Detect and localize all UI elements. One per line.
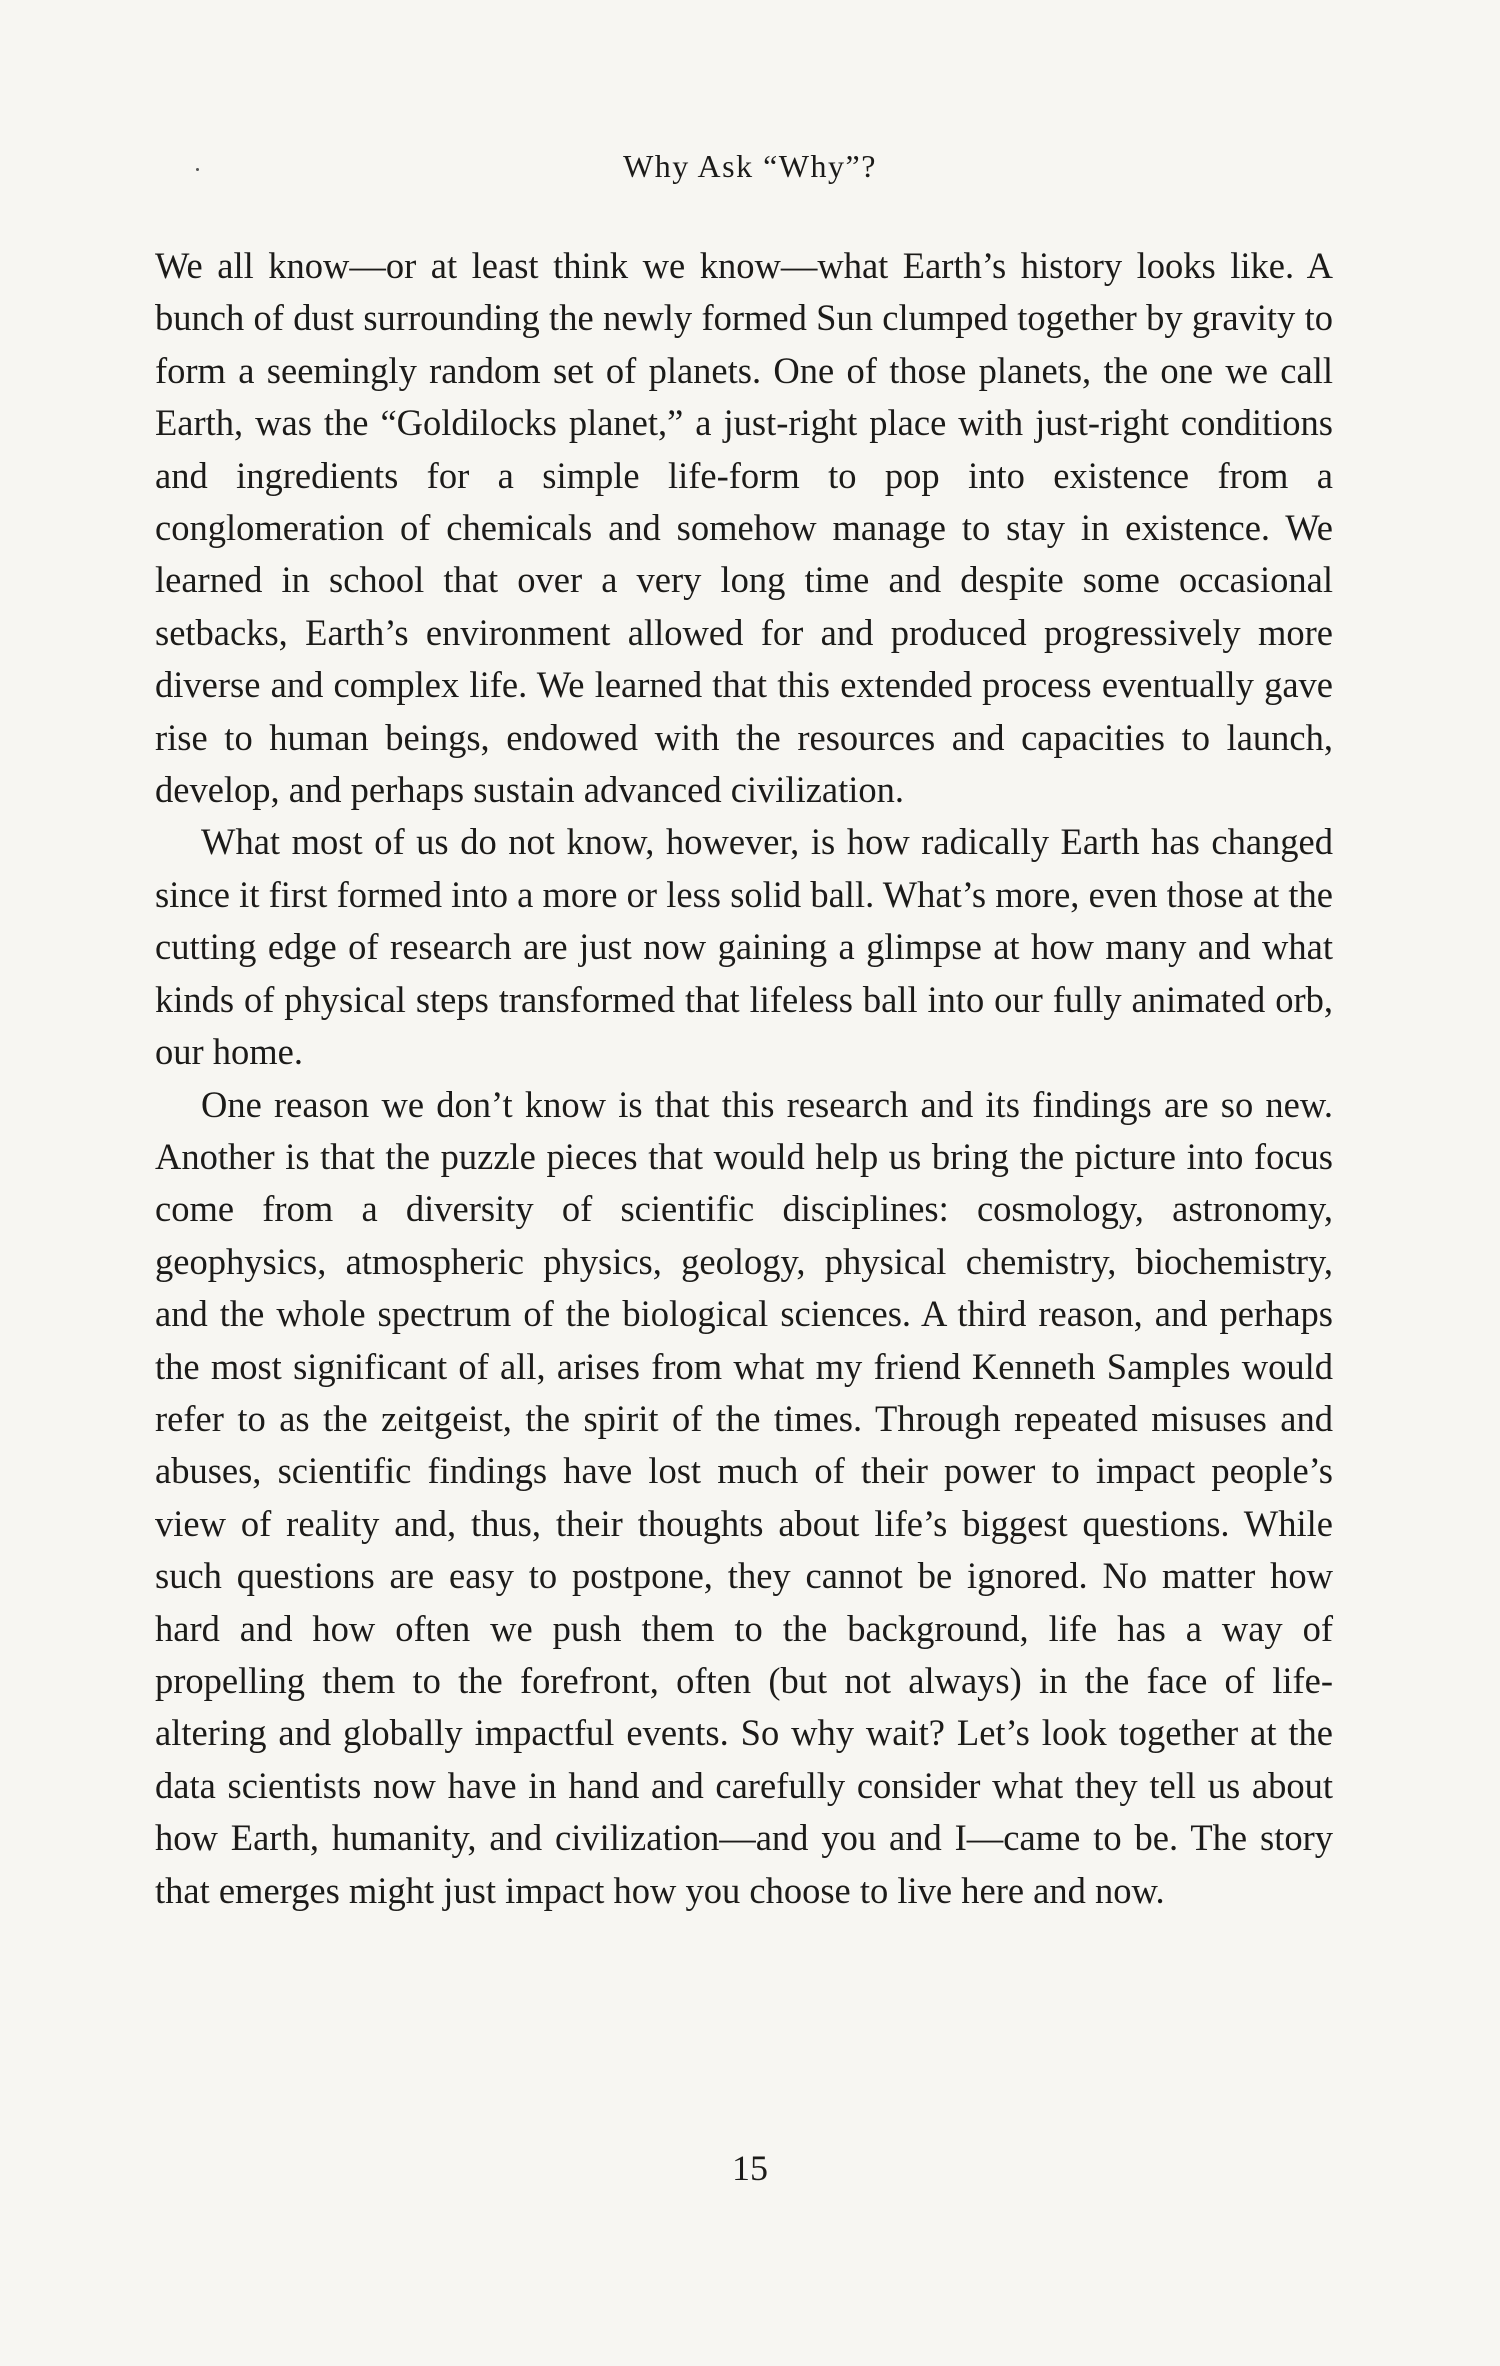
paragraph-2: What most of us do not know, however, is how radically Earth has changed since it first formed into a more or less solid ball. What’s more, even those at the cutting edge of research are just now gaining a glimpse at how many and what kinds of physical steps transformed that lifeless ball into our fully animated orb, our home. [155,821,1333,1073]
page-number: 15 [732,2148,768,2188]
running-head: Why Ask “Why”? [623,148,877,184]
paragraph-3: One reason we don’t know is that this research and its findings are so new. Another is that the puzzle pieces that would help us bring the picture into focus come from a diversity of scientific disciplines: cosmology, astronomy, geophysics, atmospheric physics, geology, physical chemistry, biochemistry, and the whole spectrum of the biological sciences. A third reason, and perhaps the most significant of all, arises from what my friend Kenneth Samples would refer to as the zeitgeist, the spirit of the times. Through repeated misuses and abuses, scientific findings have lost much of their power to impact people’s view of reality and, thus, their thoughts about life’s biggest questions. While such questions are easy to postpone, they cannot be ignored. No matter how hard and how often we push them to the background, life has a way of propelling them to the forefront, often (but not always) in the face of life-altering and globally impactful events. So why wait? Let’s look together at the data scientists now have in hand and carefully consider what they tell us about how Earth, humanity, and civilization—and you and I—came to be. The story that emerges might just impact how you choose to live here and now. [155,1083,1333,1911]
paragraph-1: We all know—or at least think we know—what Earth’s history looks like. A bunch of dust surrounding the newly formed Sun clumped together by gravity to form a seemingly random set of planets. One of those planets, the one we call Earth, was the “Goldilocks planet,” a just-right place with just-right conditions and ingredients for a simple life-form to pop into existence from a conglomeration of chemicals and somehow manage to stay in existence. We learned in school that over a very long time and despite some occasional setbacks, Earth’s environment allowed for and produced progressively more diverse and complex life. We learned that this extended process eventually gave rise to human beings, endowed with the resources and capacities to launch, develop, and perhaps sustain advanced civilization. [155,245,1333,811]
body-text [155,240,1333,1917]
